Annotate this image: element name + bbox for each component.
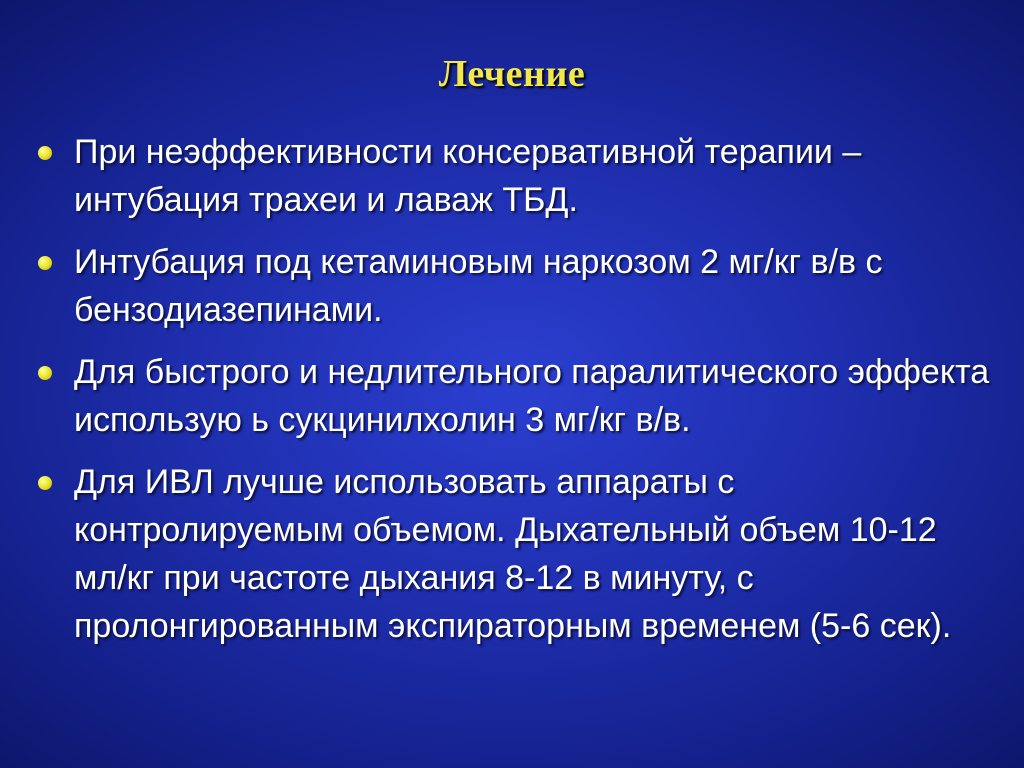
bullet-text: Интубация под кетаминовым наркозом 2 мг/кг в/в с бензодиазепинами. <box>74 243 883 329</box>
bullet-list <box>36 128 996 664</box>
slide-title: Лечение <box>438 53 586 95</box>
bullet-text: Для быстрого и недлительного паралитического эффекта использую ь сукцинилхолин 3 мг/кг в/в. <box>74 353 990 439</box>
bullet-item <box>36 348 996 444</box>
bullet-item <box>36 458 996 650</box>
bullet-item <box>36 238 996 334</box>
bullet-dot-icon <box>38 476 52 490</box>
bullet-dot-icon <box>38 146 52 160</box>
bullet-text: Для ИВЛ лучше использовать аппараты с контролируемым объемом. Дыхательный объем 10-12 мл/кг при частоте дыхания 8-12 в минуту, с пролонгированным экспираторным временем (5-6 сек). <box>74 463 952 645</box>
bullet-text: При неэффективности консервативной терапии – интубация трахеи и лаваж ТБД. <box>74 133 862 219</box>
bullet-dot-icon <box>38 256 52 270</box>
bullet-dot-icon <box>38 366 52 380</box>
bullet-item <box>36 128 996 224</box>
